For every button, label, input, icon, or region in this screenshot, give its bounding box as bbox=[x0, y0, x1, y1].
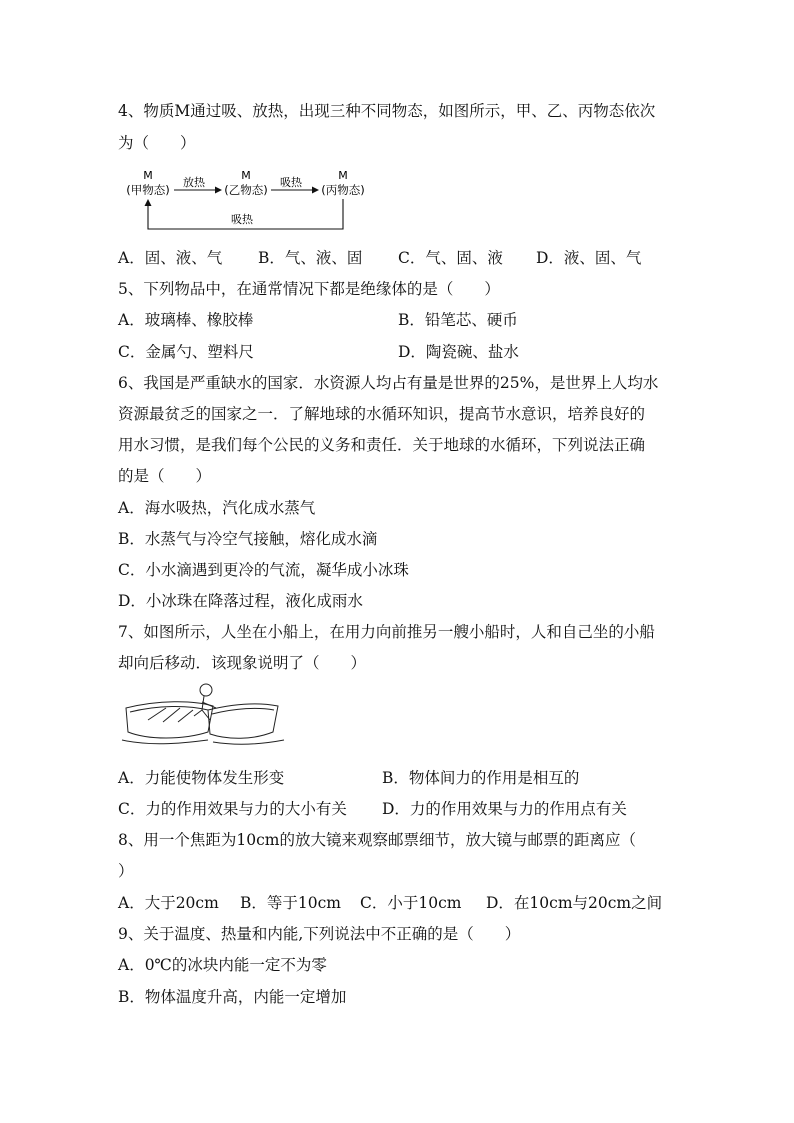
boats-illustration bbox=[118, 680, 288, 752]
q4-option-b: B．气、液、固 bbox=[258, 249, 363, 267]
q7-option-a: A．力能使物体发生形变 bbox=[118, 769, 285, 787]
q9-option-b: B．物体温度升高，内能一定增加 bbox=[118, 988, 347, 1006]
q4-option-c: C．气、固、液 bbox=[398, 249, 503, 267]
state-jia: (甲物态) bbox=[126, 183, 170, 197]
boat-back bbox=[126, 702, 213, 738]
q8-stem-line2: ） bbox=[118, 862, 134, 880]
q9-stem: 9、关于温度、热量和内能,下列说法中不正确的是（ ） bbox=[118, 925, 521, 943]
arrow-label-xire: 吸热 bbox=[280, 176, 302, 189]
q8-stem-line1: 8、用一个焦距为10cm的放大镜来观察邮票细节，放大镜与邮票的距离应（ bbox=[118, 831, 636, 849]
q4-stem-line2: 为（ ） bbox=[118, 134, 196, 152]
q6-stem-line1: 6、我国是严重缺水的国家．水资源人均占有量是世界的25%，是世界上人均水 bbox=[118, 374, 659, 392]
state-yi: (乙物态) bbox=[224, 183, 268, 197]
phase-change-diagram bbox=[118, 166, 378, 236]
q7-option-c: C．力的作用效果与力的大小有关 bbox=[118, 800, 347, 818]
q6-option-c: C．小水滴遇到更冷的气流，凝华成小冰珠 bbox=[118, 561, 409, 579]
q6-option-b: B．水蒸气与冷空气接触，熔化成水滴 bbox=[118, 530, 378, 548]
q8-option-b: B．等于10cm bbox=[240, 894, 341, 912]
arrow-1-head bbox=[215, 187, 222, 194]
q5-option-b: B．铅笔芯、硬币 bbox=[398, 311, 518, 329]
arrow-label-xire-bottom: 吸热 bbox=[231, 213, 253, 226]
q4-stem-line1: 4、物质M通过吸、放热，出现三种不同物态，如图所示，甲、乙、丙物态依次 bbox=[118, 102, 656, 120]
arrow-2-head bbox=[312, 187, 319, 194]
q6-option-a: A．海水吸热，汽化成水蒸气 bbox=[118, 499, 316, 517]
q5-stem: 5、下列物品中，在通常情况下都是绝缘体的是（ ） bbox=[118, 280, 500, 298]
q7-option-d: D．力的作用效果与力的作用点有关 bbox=[382, 800, 627, 818]
q6-stem-line3: 用水习惯，是我们每个公民的义务和责任．关于地球的水循环，下列说法正确 bbox=[118, 436, 646, 454]
q8-option-c: C．小于10cm bbox=[360, 894, 462, 912]
m-label-2: M bbox=[241, 169, 251, 182]
q4-option-a: A．固、液、气 bbox=[118, 249, 223, 267]
q7-stem-line1: 7、如图所示，人坐在小船上，在用力向前推另一艘小船时，人和自己坐的小船 bbox=[118, 623, 655, 641]
return-arrow-head bbox=[145, 199, 152, 206]
q7-stem-line2: 却向后移动．该现象说明了（ ） bbox=[118, 654, 367, 672]
q5-option-d: D．陶瓷碗、盐水 bbox=[398, 343, 519, 361]
q5-option-a: A．玻璃棒、橡胶棒 bbox=[118, 311, 254, 329]
person-head bbox=[200, 684, 212, 696]
q7-option-b: B．物体间力的作用是相互的 bbox=[382, 769, 580, 787]
q5-option-c: C．金属勺、塑料尺 bbox=[118, 343, 254, 361]
q8-option-d: D．在10cm与20cm之间 bbox=[486, 894, 663, 912]
m-label-3: M bbox=[338, 169, 348, 182]
state-bing: (丙物态) bbox=[321, 183, 365, 197]
q6-option-d: D．小冰珠在降落过程，液化成雨水 bbox=[118, 592, 363, 610]
q8-option-a: A．大于20cm bbox=[118, 894, 219, 912]
q6-stem-line4: 的是（ ） bbox=[118, 467, 212, 485]
q9-option-a: A．0℃的冰块内能一定不为零 bbox=[118, 956, 327, 974]
arrow-label-fangre: 放热 bbox=[183, 176, 205, 189]
q6-stem-line2: 资源最贫乏的国家之一．了解地球的水循环知识，提高节水意识，培养良好的 bbox=[118, 405, 646, 423]
m-label-1: M bbox=[143, 169, 153, 182]
q4-option-d: D．液、固、气 bbox=[536, 249, 642, 267]
